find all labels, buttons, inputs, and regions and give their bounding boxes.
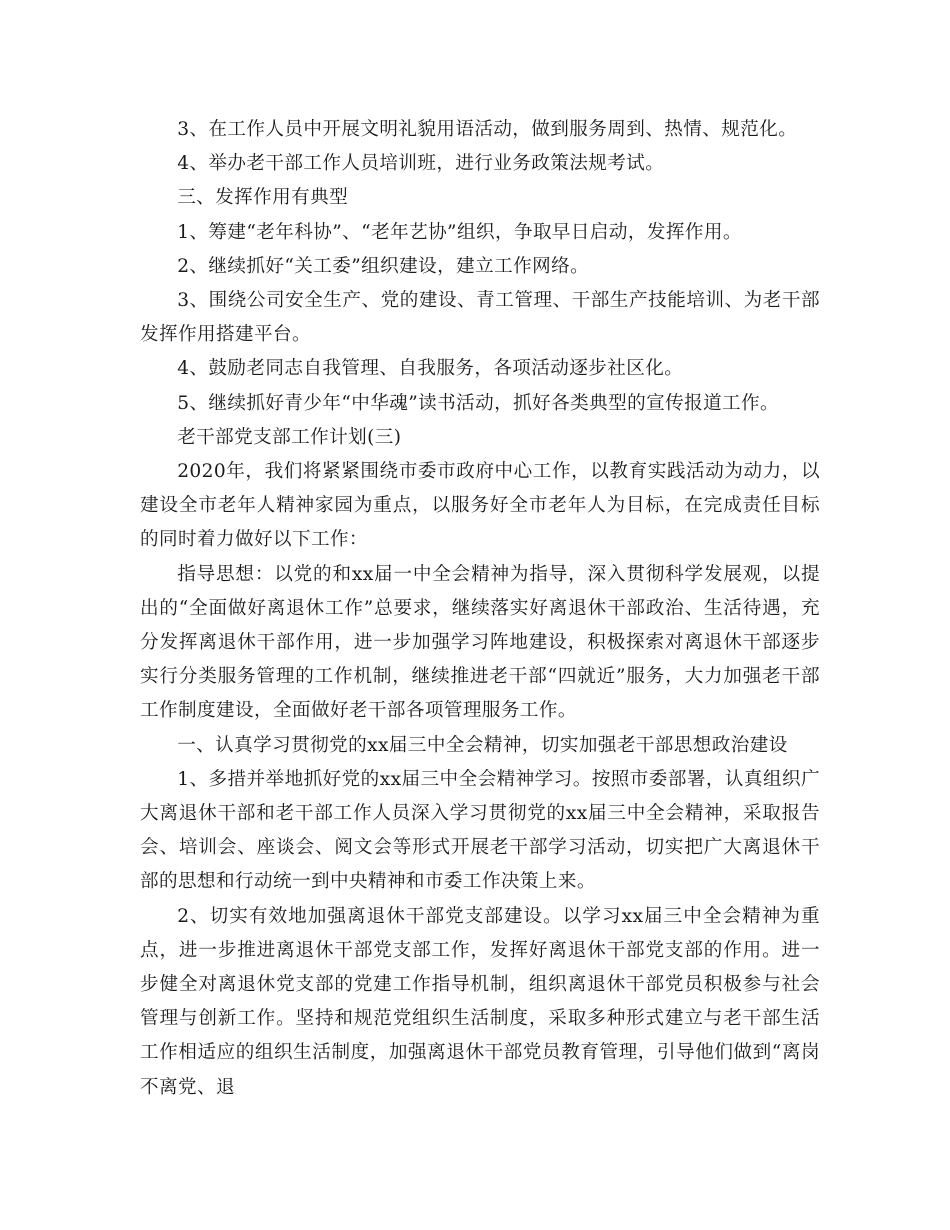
paragraph: 5、继续抓好青少年“中华魂”读书活动，抓好各类典型的宣传报道工作。 — [177, 392, 780, 414]
paragraph: 2、继续抓好“关工委”组织建设，建立工作网络。 — [177, 255, 590, 277]
paragraph: 4、举办老干部工作人员培训班，进行业务政策法规考试。 — [177, 153, 665, 175]
paragraph: 2、切实有效地加强离退休干部党支部建设。以学习xx届三中全会精神为重点，进一步推进离退休干部党支部工作，发挥好离退休干部党支部的作用。进一步健全对离退休党支部的党建工作指导机制，组织离退休干部党员积极参与社会管理与创新工作。坚持和规范党组织生活制度，采取多种形式建立与老干部生活工作相适应的组织生活制度，加强离退休干部党员教育管理，引导他们做到“离岗不离党、退 — [140, 905, 820, 1098]
paragraph: 指导思想：以党的和xx届一中全会精神为指导，深入贯彻科学发展观，以提出的“全面做好离退休工作”总要求，继续落实好离退休干部政治、生活待遇，充分发挥离退休干部作用，进一步加强学习阵地建设，积极探索对离退休干部逐步实行分类服务管理的工作机制，继续推进老干部“四就近”服务，大力加强老干部工作制度建设，全面做好老干部各项管理服务工作。 — [140, 563, 820, 722]
paragraph: 2020年，我们将紧紧围绕市委市政府中心工作，以教育实践活动为动力，以建设全市老年人精神家园为重点，以服务好全市老年人为目标，在完成责任目标的同时着力做好以下工作： — [140, 461, 820, 551]
section-heading: 三、发挥作用有典型 — [177, 187, 349, 209]
paragraph: 3、在工作人员中开展文明礼貌用语活动，做到服务周到、热情、规范化。 — [177, 119, 798, 140]
paragraph: 1、多措并举地抓好党的xx届三中全会精神学习。按照市委部署，认真组织广大离退休干部和老干部工作人员深入学习贯彻党的xx届三中全会精神，采取报告会、培训会、座谈会、阅文会等形式开展老干部学习活动，切实把广大离退休干部的思想和行动统一到中央精神和市委工作决策上来。 — [140, 768, 820, 893]
document-body — [140, 113, 820, 1105]
paragraph: 3、围绕公司安全生产、党的建设、青工管理、干部生产技能培训、为老干部发挥作用搭建平台。 — [140, 290, 820, 346]
paragraph: 1、筹建“老年科协”、“老年艺协”组织，争取早日启动，发挥作用。 — [177, 221, 742, 243]
document-title: 老干部党支部工作计划(三) — [177, 426, 402, 448]
paragraph: 4、鼓励老同志自我管理、自我服务，各项活动逐步社区化。 — [177, 358, 684, 380]
section-heading: 一、认真学习贯彻党的xx届三中全会精神，切实加强老干部思想政治建设 — [177, 734, 788, 756]
